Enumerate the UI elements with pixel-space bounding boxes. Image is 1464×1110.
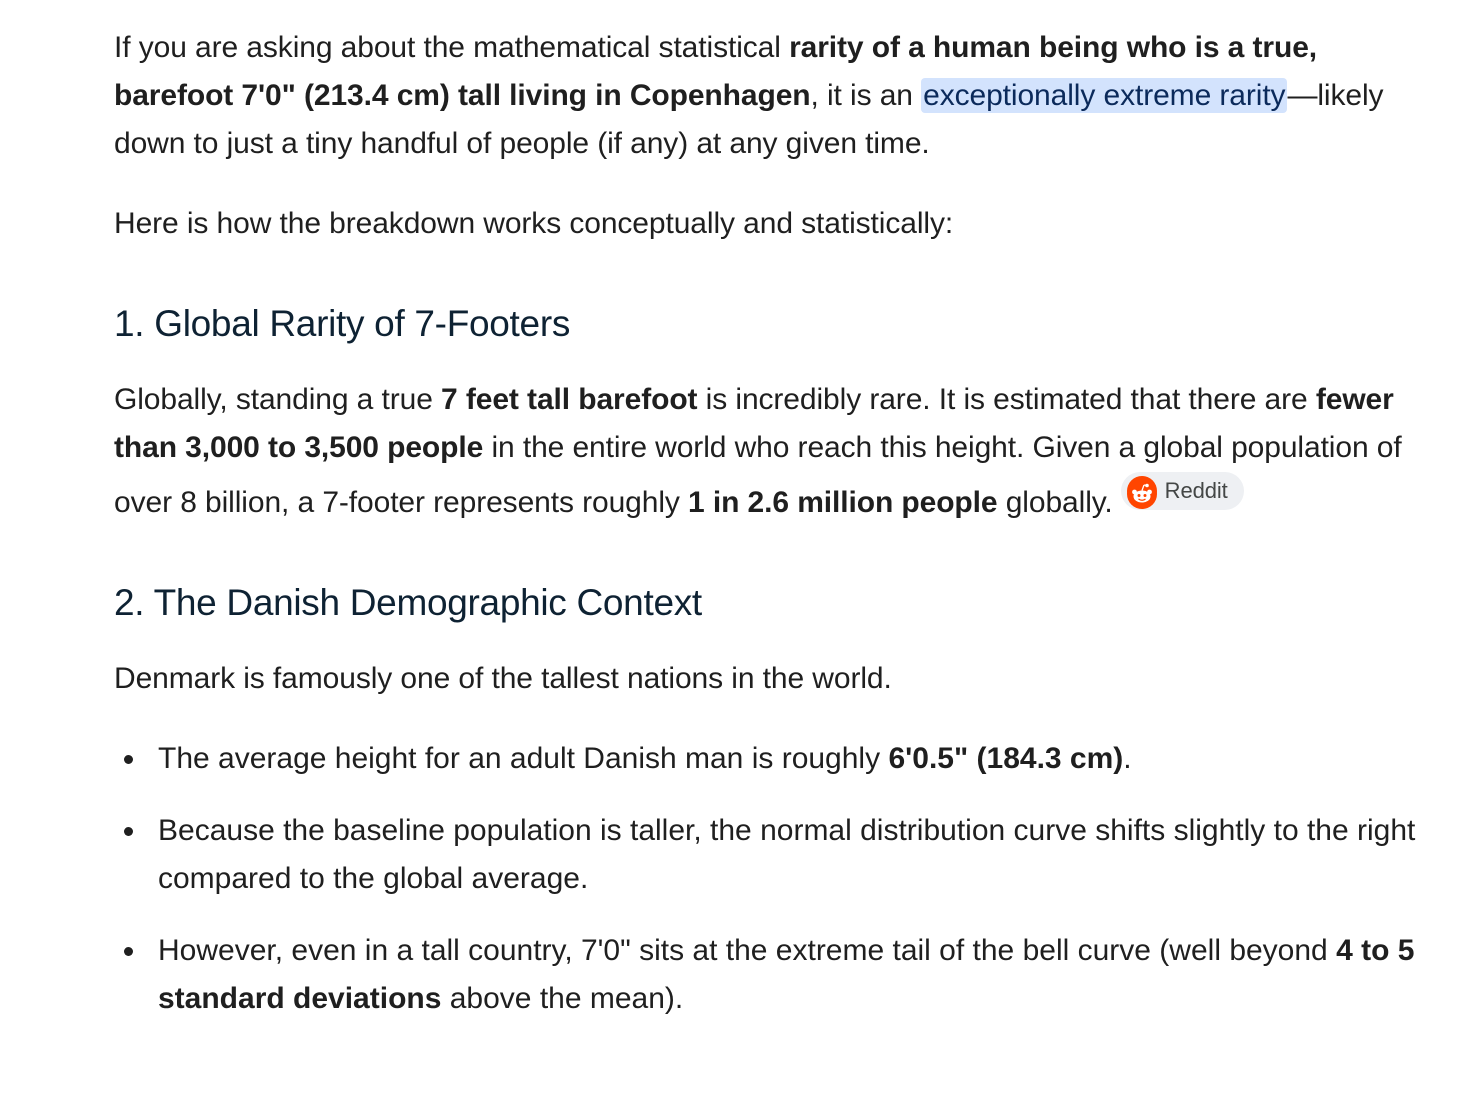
s1-text-3: in the entire world who reach this height. Given a global population of over 8 billion, a 7-footer represents roughly (114, 431, 1402, 519)
intro-text-2: , it is an (810, 79, 922, 112)
list-item (114, 807, 1424, 903)
s1-text-2: is incredibly rare. It is estimated that there are (697, 383, 1316, 416)
source-chip-label: Reddit (1164, 478, 1228, 503)
list-item (114, 735, 1424, 783)
section-2-bullet-list (114, 735, 1424, 1023)
intro-paragraph (114, 24, 1424, 168)
s1-bold-3: 1 in 2.6 million people (688, 486, 998, 519)
source-chip-reddit[interactable] (1121, 472, 1244, 510)
reddit-icon (1127, 476, 1157, 506)
bullet-1-text-2: . (1123, 742, 1132, 775)
section-2-intro: Denmark is famously one of the tallest nations in the world. (114, 662, 892, 695)
bullet-1-text-1: The average height for an adult Danish man is roughly (158, 742, 889, 775)
bullet-3-text-1: However, even in a tall country, 7'0" sits at the extreme tail of the bell curve (well beyond (158, 934, 1337, 967)
section-2-heading: 2. The Danish Demographic Context (114, 582, 702, 623)
section-1-heading: 1. Global Rarity of 7-Footers (114, 303, 571, 344)
section-1-paragraph (114, 376, 1424, 527)
s1-text-1: Globally, standing a true (114, 383, 442, 416)
list-item (114, 927, 1424, 1023)
breakdown-intro: Here is how the breakdown works conceptually and statistically: (114, 207, 954, 240)
bullet-2-text: Because the baseline population is taller, the normal distribution curve shifts slightly to the right compared to the global average. (158, 814, 1416, 895)
bullet-1-bold: 6'0.5" (184.3 cm) (888, 742, 1124, 775)
s1-bold-2: fewer than 3,000 to 3,500 people (114, 383, 1394, 464)
response-content (114, 24, 1424, 1047)
intro-bold-1: rarity of a human being who is a true, barefoot 7'0" (213.4 cm) tall living in Copenhagen (114, 31, 1318, 112)
s1-text-4: globally. (997, 486, 1113, 519)
bullet-3-text-2: above the mean). (441, 982, 684, 1015)
highlighted-phrase[interactable]: exceptionally extreme rarity (923, 79, 1286, 112)
bullet-3-bold: 4 to 5 standard deviations (158, 934, 1415, 1015)
intro-text-1: If you are asking about the mathematical statistical (114, 31, 790, 64)
s1-bold-1: 7 feet tall barefoot (441, 383, 698, 416)
intro-text-3: —likely down to just a tiny handful of people (if any) at any given time. (114, 79, 1384, 160)
